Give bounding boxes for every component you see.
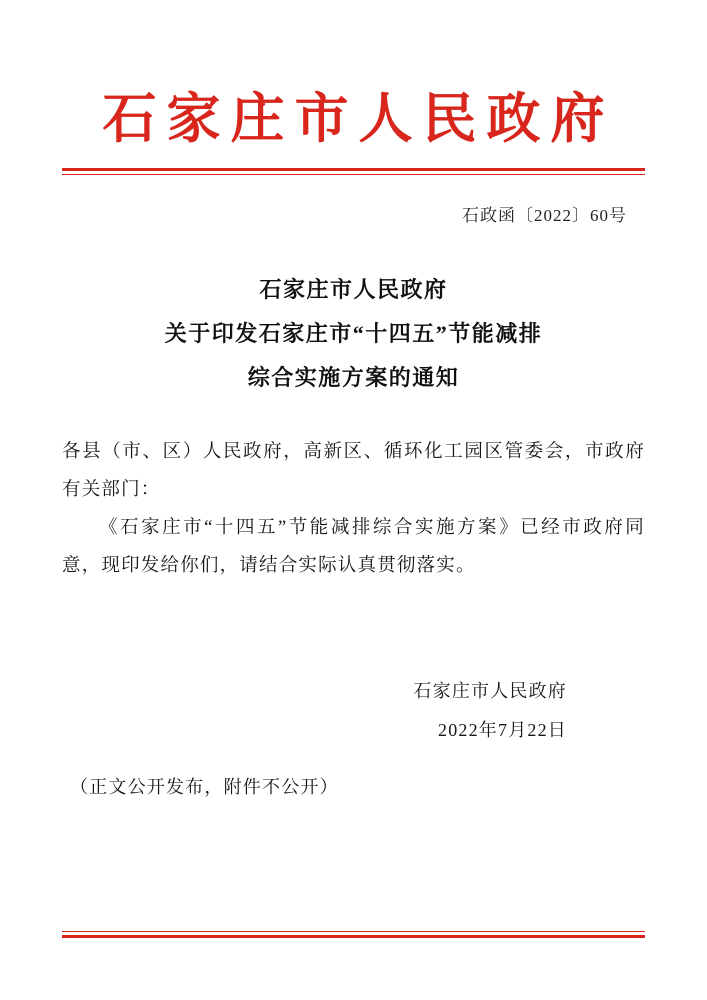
footer-divider (62, 931, 645, 938)
footer-divider-thin-line (62, 931, 645, 932)
footnote-row (62, 773, 645, 799)
document-number: 石政函〔2022〕60号 (462, 206, 627, 226)
signature-block (62, 672, 645, 751)
document-title-line-3: 综合实施方案的通知 (247, 365, 460, 391)
signature-date: 2022年7月22日 (438, 720, 567, 741)
body-paragraph: 《石家庄市“十四五”节能减排综合实施方案》已经市政府同意，现印发给你们，请结合实际认真贯彻落实。 (62, 517, 645, 576)
document-title-line-2: 关于印发石家庄市“十四五”节能减排 (164, 321, 543, 347)
document-number-row (62, 201, 645, 226)
footnote-text: （正文公开发布，附件不公开） (70, 776, 339, 797)
signature-organization: 石家庄市人民政府 (413, 680, 567, 701)
masthead-issuer-title: 石家庄市人民政府 (102, 89, 615, 149)
document-title-line-1: 石家庄市人民政府 (259, 277, 448, 303)
body-addressee: 各县（市、区）人民政府，高新区、循环化工园区管委会，市政府有关部门： (62, 442, 645, 501)
header-divider-thin-line (62, 174, 645, 175)
header-divider-thick-line (62, 168, 645, 171)
footer-divider-thick-line (62, 935, 645, 938)
document-body (62, 434, 645, 586)
masthead (62, 88, 645, 150)
header-divider (62, 168, 645, 175)
document-title (62, 268, 645, 400)
